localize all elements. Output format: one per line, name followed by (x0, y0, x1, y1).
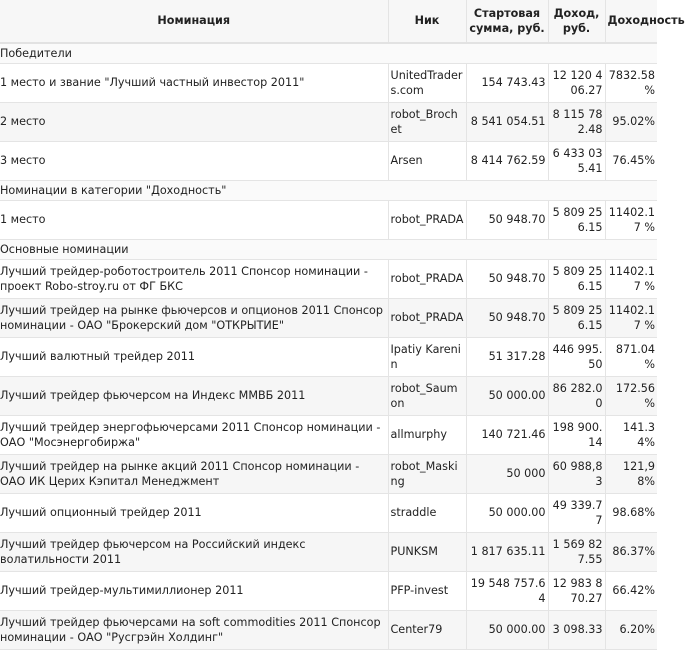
header-yield[interactable]: Доходность (605, 0, 657, 43)
nomination-cell: Лучший трейдер фьючерсом на Российский индекс волатильности 2011 (0, 533, 388, 572)
nick-cell[interactable]: Arsen (388, 142, 466, 181)
start-sum-cell: 1 817 635.11 (466, 533, 548, 572)
start-sum-cell: 50 000 (466, 455, 548, 494)
yield-cell: 86.37% (605, 533, 657, 572)
section-row (0, 240, 657, 260)
table-row (0, 142, 657, 181)
income-cell: 198 900.14 (548, 416, 605, 455)
yield-cell: 98.68% (605, 494, 657, 533)
yield-cell: 7832.58 % (605, 64, 657, 103)
income-cell: 60 988,83 (548, 455, 605, 494)
start-sum-cell: 50 000.00 (466, 377, 548, 416)
table-row (0, 201, 657, 240)
start-sum-cell: 8 414 762.59 (466, 142, 548, 181)
yield-cell: 6.20% (605, 611, 657, 650)
nick-cell[interactable]: allmurphy (388, 416, 466, 455)
nick-cell[interactable]: Ipatiy Karenin (388, 338, 466, 377)
nomination-cell: 3 место (0, 142, 388, 181)
nick-cell[interactable]: PFP-invest (388, 572, 466, 611)
income-cell: 3 098.33 (548, 611, 605, 650)
nomination-cell: Лучший трейдер на рынке фьючерсов и опционов 2011 Спонсор номинации - ОАО "Брокерский дом "ОТКРЫТИЕ" (0, 299, 388, 338)
yield-cell: 141.34% (605, 416, 657, 455)
table-row (0, 416, 657, 455)
section-row (0, 181, 657, 201)
start-sum-cell: 8 541 054.51 (466, 103, 548, 142)
table-row (0, 64, 657, 103)
start-sum-cell: 140 721.46 (466, 416, 548, 455)
nomination-cell: Лучший опционный трейдер 2011 (0, 494, 388, 533)
table-row (0, 338, 657, 377)
start-sum-cell: 50 948.70 (466, 201, 548, 240)
nomination-cell: Лучший валютный трейдер 2011 (0, 338, 388, 377)
table-row (0, 260, 657, 299)
nomination-cell: Лучший трейдер-мультимиллионер 2011 (0, 572, 388, 611)
income-cell: 5 809 256.15 (548, 201, 605, 240)
nomination-cell: Лучший трейдер фьючерсом на Индекс ММВБ 2011 (0, 377, 388, 416)
start-sum-cell: 50 000.00 (466, 611, 548, 650)
income-cell: 12 120 406.27 (548, 64, 605, 103)
header-nick[interactable]: Ник (388, 0, 466, 43)
table-row (0, 572, 657, 611)
section-title: Победители (0, 43, 657, 64)
nick-cell[interactable]: UnitedTraders.com (388, 64, 466, 103)
start-sum-cell: 50 000.00 (466, 494, 548, 533)
nomination-cell: Лучший трейдер энергофьючерсами 2011 Спонсор номинации - ОАО "Мосэнергобиржа" (0, 416, 388, 455)
income-cell: 5 809 256.15 (548, 260, 605, 299)
table-row (0, 377, 657, 416)
yield-cell: 11402.17 % (605, 201, 657, 240)
income-cell: 49 339.77 (548, 494, 605, 533)
header-nomination[interactable]: Номинация (0, 0, 388, 43)
nick-cell[interactable]: robot_PRADA (388, 260, 466, 299)
income-cell: 86 282.00 (548, 377, 605, 416)
yield-cell: 76.45% (605, 142, 657, 181)
start-sum-cell: 50 948.70 (466, 299, 548, 338)
start-sum-cell: 51 317.28 (466, 338, 548, 377)
table-row (0, 611, 657, 650)
income-cell: 446 995.50 (548, 338, 605, 377)
nick-cell[interactable]: PUNKSM (388, 533, 466, 572)
yield-cell: 172.56 % (605, 377, 657, 416)
section-title: Основные номинации (0, 240, 657, 260)
section-title: Номинации в категории "Доходность" (0, 181, 657, 201)
header-start-sum[interactable]: Стартовая сумма, руб. (466, 0, 548, 43)
income-cell: 8 115 782.48 (548, 103, 605, 142)
income-cell: 1 569 827.55 (548, 533, 605, 572)
table-row (0, 455, 657, 494)
nomination-cell: 1 место и звание "Лучший частный инвестор 2011" (0, 64, 388, 103)
table-row (0, 533, 657, 572)
start-sum-cell: 19 548 757.64 (466, 572, 548, 611)
nick-cell[interactable]: Center79 (388, 611, 466, 650)
start-sum-cell: 50 948.70 (466, 260, 548, 299)
header-income[interactable]: Доход, руб. (548, 0, 605, 43)
nomination-cell: Лучший трейдер на рынке акций 2011 Спонсор номинации - ОАО ИК Церих Кэпитал Менеджмент (0, 455, 388, 494)
nick-cell[interactable]: straddle (388, 494, 466, 533)
table-row (0, 103, 657, 142)
table-row (0, 299, 657, 338)
yield-cell: 121,98% (605, 455, 657, 494)
nick-cell[interactable]: robot_Brochet (388, 103, 466, 142)
yield-cell: 95.02% (605, 103, 657, 142)
nomination-cell: Лучший трейдер-роботостроитель 2011 Спонсор номинации - проект Robo-stroy.ru от ФГ БКС (0, 260, 388, 299)
income-cell: 12 983 870.27 (548, 572, 605, 611)
nick-cell[interactable]: robot_PRADA (388, 299, 466, 338)
nick-cell[interactable]: robot_Masking (388, 455, 466, 494)
nick-cell[interactable]: robot_PRADA (388, 201, 466, 240)
section-row (0, 43, 657, 64)
income-cell: 5 809 256.15 (548, 299, 605, 338)
table-row (0, 494, 657, 533)
yield-cell: 11402.17 % (605, 260, 657, 299)
yield-cell: 66.42% (605, 572, 657, 611)
nick-cell[interactable]: robot_Saumon (388, 377, 466, 416)
income-cell: 6 433 035.41 (548, 142, 605, 181)
nomination-cell: Лучший трейдер фьючерсами на soft commodities 2011 Спонсор номинации - ОАО "Русгрэйн Холдинг" (0, 611, 388, 650)
yield-cell: 11402.17 % (605, 299, 657, 338)
yield-cell: 871.04 % (605, 338, 657, 377)
start-sum-cell: 154 743.43 (466, 64, 548, 103)
nomination-cell: 2 место (0, 103, 388, 142)
header-row (0, 0, 657, 43)
nomination-cell: 1 место (0, 201, 388, 240)
